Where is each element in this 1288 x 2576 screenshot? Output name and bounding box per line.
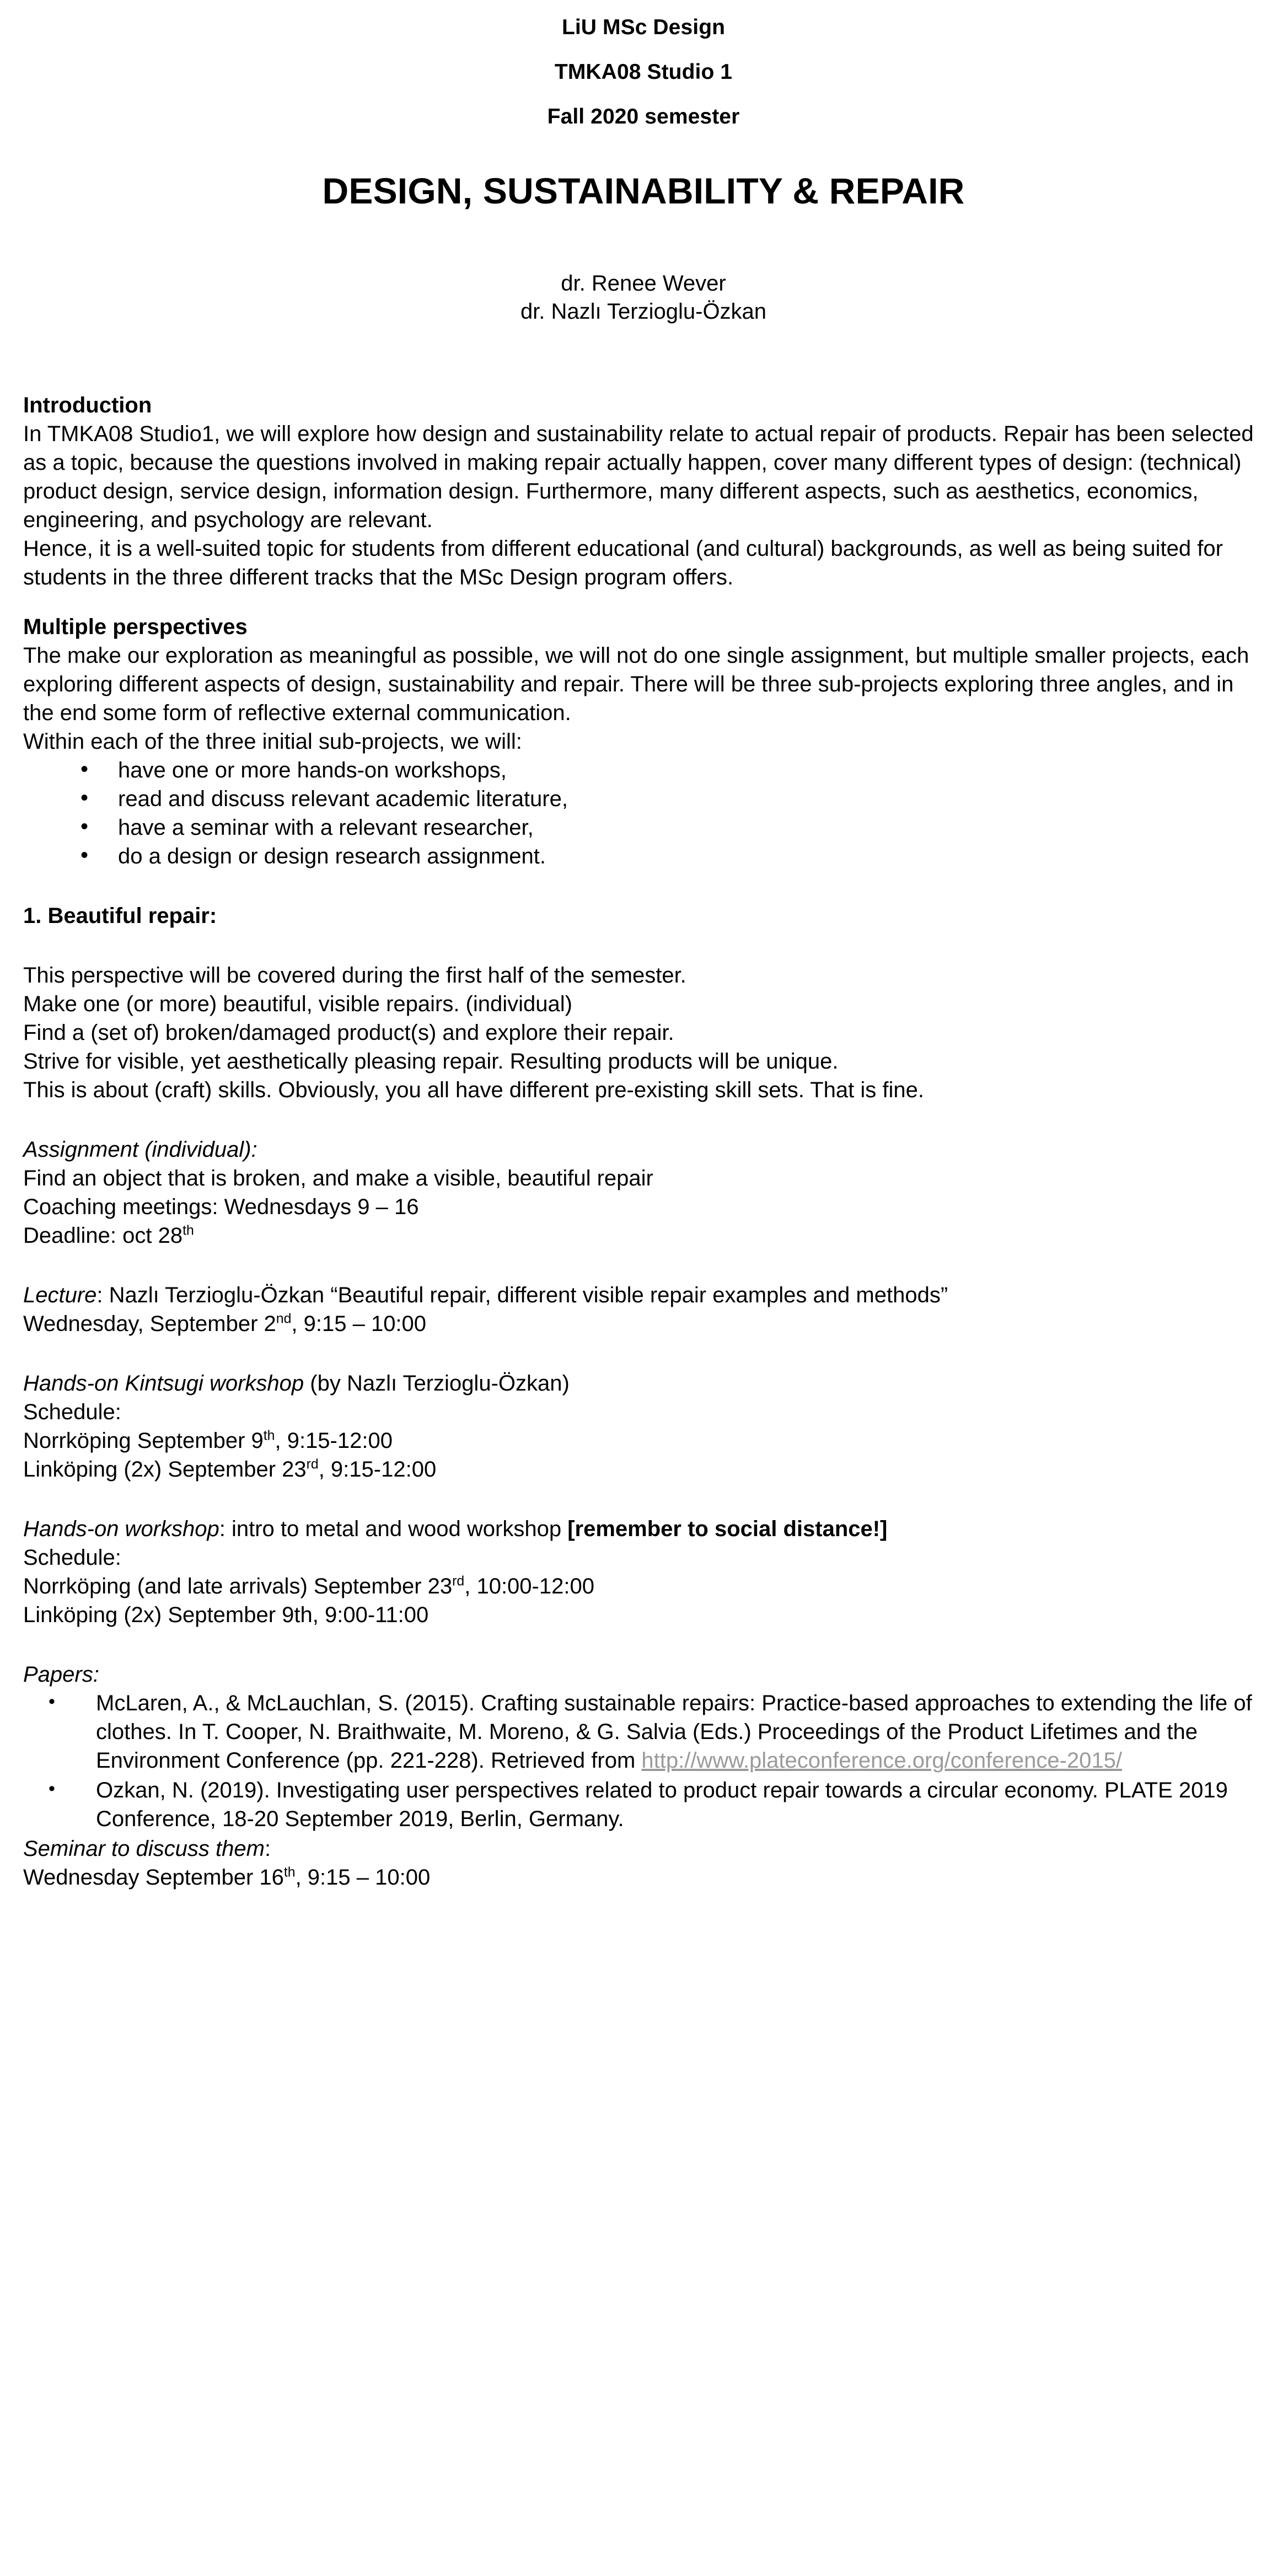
seminar-date-ordinal-suffix: th — [283, 1865, 296, 1881]
papers-label — [23, 1660, 1264, 1689]
introduction-paragraph-2: Hence, it is a well-suited topic for students from different educational (and cultural) backgrounds, as well as being suited for students in the three different tracks that the MSc Design program offers. — [23, 536, 1223, 590]
metalwood-location-date-1: Norrköping (and late arrivals) September 23 — [23, 1574, 453, 1599]
metalwood-workshop-label: Hands-on workshop — [23, 1517, 219, 1542]
spacer — [23, 1250, 1264, 1281]
header-line-program: LiU MSc Design — [561, 15, 726, 39]
header-line-course: TMKA08 Studio 1 — [554, 60, 733, 84]
social-distance-note: [remember to social distance!] — [567, 1517, 888, 1542]
spacer — [23, 1338, 1264, 1369]
assignment-line-1: Find an object that is broken, and make a visible, beautiful repair — [23, 1166, 653, 1191]
kintsugi-ordinal-suffix-1: th — [263, 1429, 275, 1444]
spacer — [23, 871, 1264, 901]
metalwood-location-date-2: Linköping (2x) September 9th, 9:00-11:00 — [23, 1603, 429, 1628]
deadline-ordinal-suffix: th — [183, 1223, 194, 1239]
kintsugi-location-date-1: Norrköping September 9 — [23, 1429, 264, 1453]
section-heading-introduction: Introduction — [23, 393, 152, 418]
list-item — [23, 1689, 1264, 1775]
author-name-1: dr. Renee Wever — [561, 271, 726, 296]
papers-label-text: Papers: — [23, 1662, 99, 1687]
lecture-time: , 9:15 – 10:00 — [291, 1312, 427, 1337]
lecture-heading — [23, 1281, 1264, 1310]
assignment-label — [23, 1135, 1264, 1164]
lecture-title-text: : Nazlı Terzioglu-Özkan “Beautiful repair, different visible repair examples and methods” — [96, 1283, 948, 1308]
metalwood-ordinal-suffix-1: rd — [452, 1574, 465, 1590]
kintsugi-ordinal-suffix-2: rd — [306, 1457, 319, 1473]
assignment-line-2: Coaching meetings: Wednesdays 9 – 16 — [23, 1195, 419, 1220]
metalwood-workshop-heading — [23, 1515, 1264, 1543]
list-item: • read and discuss relevant academic literature, — [23, 785, 1264, 813]
list-item: • have a seminar with a relevant researcher, — [23, 813, 1264, 842]
list-item: • do a design or design research assignment. — [23, 842, 1264, 871]
introduction-paragraph-1: In TMKA08 Studio1, we will explore how design and sustainability relate to actual repair of products. Repair has been selected as a topic, because the questions involved in making repair actually happen, cover many different types of design: (technical) product design, service design, information design. Furthermore, many different aspects, such as aesthetics, economics, engineering, and psychology are relevant. — [23, 422, 1254, 533]
list-item: • have one or more hands-on workshops, — [23, 756, 1264, 785]
spacer — [23, 1629, 1264, 1660]
deadline-text: Deadline: oct 28 — [23, 1223, 183, 1248]
kintsugi-location-date-2: Linköping (2x) September 23 — [23, 1457, 307, 1482]
metalwood-schedule-row-2 — [23, 1601, 1264, 1629]
seminar-label-text: Seminar to discuss them — [23, 1837, 265, 1861]
section-heading-beautiful-repair: 1. Beautiful repair: — [23, 904, 217, 929]
seminar-date-prefix: Wednesday September 16 — [23, 1865, 284, 1890]
paper-citation-1: McLaren, A., & McLauchlan, S. (2015). Crafting sustainable repairs: Practice-based approaches to extending the life of clothes. In T. Cooper, N. Braithwaite, M. Moreno, & G. Salvia (Eds.) Proceedings of the Product Lifetimes and the Environment Conference (pp. 221-228). Retrieved from — [96, 1691, 1252, 1773]
section-heading-multiple-perspectives: Multiple perspectives — [23, 615, 248, 640]
metalwood-schedule-label: Schedule: — [23, 1545, 121, 1570]
kintsugi-time-2: , 9:15-12:00 — [318, 1457, 437, 1482]
paper-citation-2: Ozkan, N. (2019). Investigating user perspectives related to product repair towards a circular economy. PLATE 2019 Conference, 18-20 September 2019, Berlin, Germany. — [96, 1778, 1228, 1832]
document-body — [23, 391, 1264, 1923]
beautiful-repair-line-4: Strive for visible, yet aesthetically pleasing repair. Resulting products will be unique. — [23, 1049, 839, 1074]
kintsugi-schedule-row-2 — [23, 1455, 1264, 1484]
list-item — [23, 1776, 1264, 1833]
lecture-label: Lecture — [23, 1283, 97, 1308]
multiple-perspectives-paragraph-1: The make our exploration as meaningful as possible, we will not do one single assignment, but multiple smaller projects, each exploring different aspects of design, sustainability and repair. There will be three sub-projects exploring three angles, and in the end some form of reflective external communication. — [23, 643, 1249, 726]
document-header — [23, 0, 1264, 127]
kintsugi-workshop-label: Hands-on Kintsugi workshop — [23, 1371, 304, 1396]
beautiful-repair-line-1: This perspective will be covered during the first half of the semester. — [23, 963, 686, 988]
multiple-perspectives-bullet-list — [23, 756, 1264, 871]
kintsugi-schedule-row-1 — [23, 1426, 1264, 1455]
assignment-deadline — [23, 1221, 1264, 1250]
metalwood-schedule-row-1 — [23, 1572, 1264, 1601]
kintsugi-schedule-label: Schedule: — [23, 1400, 121, 1425]
seminar-label — [23, 1834, 1264, 1863]
paper-link-1[interactable]: http://www.plateconference.org/conference-2015/ — [641, 1748, 1123, 1773]
page-title: DESIGN, SUSTAINABILITY & REPAIR — [322, 170, 965, 211]
lecture-date-ordinal-suffix: nd — [276, 1312, 292, 1327]
beautiful-repair-line-5: This is about (craft) skills. Obviously, you all have different pre-existing skill sets. That is fine. — [23, 1078, 924, 1103]
multiple-perspectives-paragraph-2: Within each of the three initial sub-projects, we will: — [23, 729, 522, 754]
spacer — [23, 592, 1264, 613]
seminar-time: , 9:15 – 10:00 — [295, 1865, 431, 1890]
seminar-label-colon: : — [264, 1837, 271, 1861]
spacer — [23, 1892, 1264, 1923]
spacer — [23, 1104, 1264, 1135]
lecture-date-prefix: Wednesday, September 2 — [23, 1312, 276, 1337]
kintsugi-workshop-heading — [23, 1369, 1264, 1398]
beautiful-repair-line-3: Find a (set of) broken/damaged product(s) and explore their repair. — [23, 1021, 674, 1045]
spacer — [23, 1484, 1264, 1515]
kintsugi-workshop-presenter: (by Nazlı Terzioglu-Özkan) — [304, 1371, 570, 1396]
kintsugi-time-1: , 9:15-12:00 — [275, 1429, 393, 1453]
metalwood-workshop-description: : intro to metal and wood workshop — [219, 1517, 568, 1542]
metalwood-time-1: , 10:00-12:00 — [464, 1574, 594, 1599]
spacer — [23, 930, 1264, 961]
header-line-semester: Fall 2020 semester — [547, 105, 740, 128]
author-name-2: dr. Nazlı Terzioglu-Özkan — [520, 299, 767, 324]
seminar-datetime — [23, 1863, 1264, 1892]
author-list — [23, 270, 1264, 326]
assignment-label-text: Assignment (individual): — [23, 1137, 257, 1162]
lecture-datetime — [23, 1310, 1264, 1338]
beautiful-repair-line-2: Make one (or more) beautiful, visible repairs. (individual) — [23, 992, 572, 1017]
papers-reference-list — [23, 1689, 1264, 1833]
